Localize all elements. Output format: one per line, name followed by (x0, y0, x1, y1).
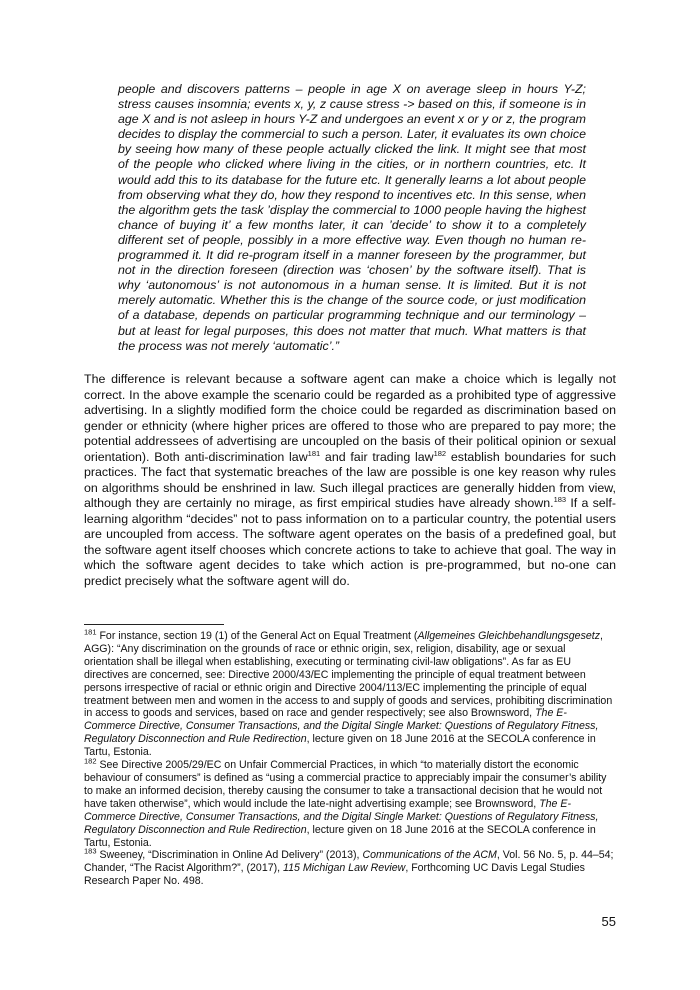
footnote-number: 182 (84, 756, 97, 766)
page-number: 55 (601, 914, 616, 929)
footnote-text: , Forthcoming UC Davis Legal Studies Research Paper No. 498. (84, 862, 585, 888)
footnote-ref-182[interactable]: 182 (433, 448, 447, 458)
footnote-italic-text: Communications of the ACM (362, 849, 497, 862)
footnote-text: See Directive 2005/29/EC on Unfair Commercial Practices, in which “to materially distort the economic behaviour of consumers” is defined as “using a commercial practice to appreciably impair the consumer’s ability to make an informed decision, thereby causing the consumer to take a transactional decision that he would not have taken otherwise”, which would include the late-night advertising example; see Brownsword, (84, 759, 607, 810)
body-text-part-1: The difference is relevant because a software agent can make a choice which is legally not correct. In the above example the scenario could be regarded as a prohibited type of aggressive advertising. In a slightly modified form the choice could be regarded as discrimination based on gender or ethnicity (where higher prices are offered to those who are prepared to pay more; the potential addressees of advertising are uncoupled on the basis of their political opinion or sexual orientation). Both anti-discrimination law (84, 372, 616, 464)
footnote-text: For instance, section 19 (1) of the General Act on Equal Treatment ( (96, 630, 418, 642)
body-text-part-3: establish boundaries for such practices. The fact that systematic breaches of the law are possible is one key reason why rules on algorithms should be enshrined in law. Such illegal practices are generally hidden from view, although they are certainly no mirage, as first empirical studies have already shown. (84, 449, 616, 510)
body-paragraph (84, 372, 616, 589)
footnote-182 (84, 756, 616, 849)
footnotes-section (84, 627, 616, 888)
footnote-183 (84, 846, 616, 888)
footnote-181 (84, 627, 616, 759)
footnote-italic-text: The E-Commerce Directive, Consumer Transactions, and the Digital Single Market: Questions of Regulatory Fitness, Regulatory Disconnection and Rule Redirection (84, 707, 599, 746)
footnote-italic-text: The E-Commerce Directive, Consumer Transactions, and the Digital Single Market: Questions of Regulatory Fitness, Regulatory Disconnection and Rule Redirection (84, 797, 599, 836)
footnote-ref-181[interactable]: 181 (307, 448, 321, 458)
footnote-text: , AGG): “Any discrimination on the grounds of race or ethnic origin, sex, religion, disability, age or sexual orientation shall be illegal when establishing, executing or terminating civil-law obligations”. As far as EU directives are concerned, see: Directive 2000/43/EC implementing the principle of equal treatment between persons irrespective of racial or ethnic origin and Directive 2004/113/EC implementing the principle of equal treatment between men and women in the access to and supply of goods and services, prohibiting discrimination in access to goods and services, based on race and gender respectively; see also Brownsword, (84, 630, 613, 720)
footnote-number: 181 (84, 627, 97, 637)
footnote-text: Sweeney, “Discrimination in Online Ad Delivery” (2013), (96, 849, 363, 862)
footnote-text: , Vol. 56 No. 5, p. 44–54; Chander, “The Racist Algorithm?”, (2017), (84, 849, 614, 875)
footnote-text: , lecture given on 18 June 2016 at the SECOLA conference in Tartu, Estonia. (84, 823, 596, 849)
block-quote: people and discovers patterns – people in age X on average sleep in hours Y-Z; stress causes insomnia; events x, y, z cause stress -> based on this, if someone is in age X and is not asleep in hours Y-Z and undergoes an event x or y or z, the program decides to display the commercial to such a person. Later, it evaluates its own choice by seeing how many of these people actually clicked the link. It might see that most of the people who clicked where living in the cities, or in northern countries, etc. It would add this to its database for the future etc. It generally learns a lot about people from observing what they do, how they respond to incentives etc. In this sense, when the algorithm gets the task ’display the commercial to 1000 people having the highest chance of buying it’ a few months later, it can ’decide’ to show it to a completely different set of people, possibly in a more effective way. Even though no human re-programmed it. It did re-program itself in a manner foreseen by the programmer, but not in the direction foreseen (direction was ‘chosen’ by the software itself). That is why ‘autonomous’ is not autonomous in a human sense. It is limited. But it is not merely automatic. Whether this is the change of the source code, or just modification of a database, depends on particular programming technique and our terminology – but at least for legal purposes, this does not matter that much. What matters is that the process was not merely ‘automatic’.” (118, 82, 586, 353)
footnote-italic-text: 115 Michigan Law Review (283, 862, 406, 875)
footnote-italic-text: Allgemeines Gleichbehandlungsgesetz (417, 630, 601, 642)
footnote-number: 183 (84, 846, 97, 856)
footnote-text: , lecture given on 18 June 2016 at the SECOLA conference in Tartu, Estonia. (84, 733, 596, 759)
footnote-divider (84, 624, 224, 625)
body-text-part-2: and fair trading law (320, 449, 434, 464)
footnote-ref-183[interactable]: 183 (553, 494, 567, 504)
body-text-part-4: If a self-learning algorithm “decides” not to pass information on to a particular country, the potential users are uncoupled from access. The software agent operates on the basis of a predefined goal, but the software agent itself chooses which concrete actions to take to achieve that goal. The way in which the software agent decides to take which action is pre-programmed, but no-one can predict precisely what the software agent will do. (84, 496, 616, 588)
